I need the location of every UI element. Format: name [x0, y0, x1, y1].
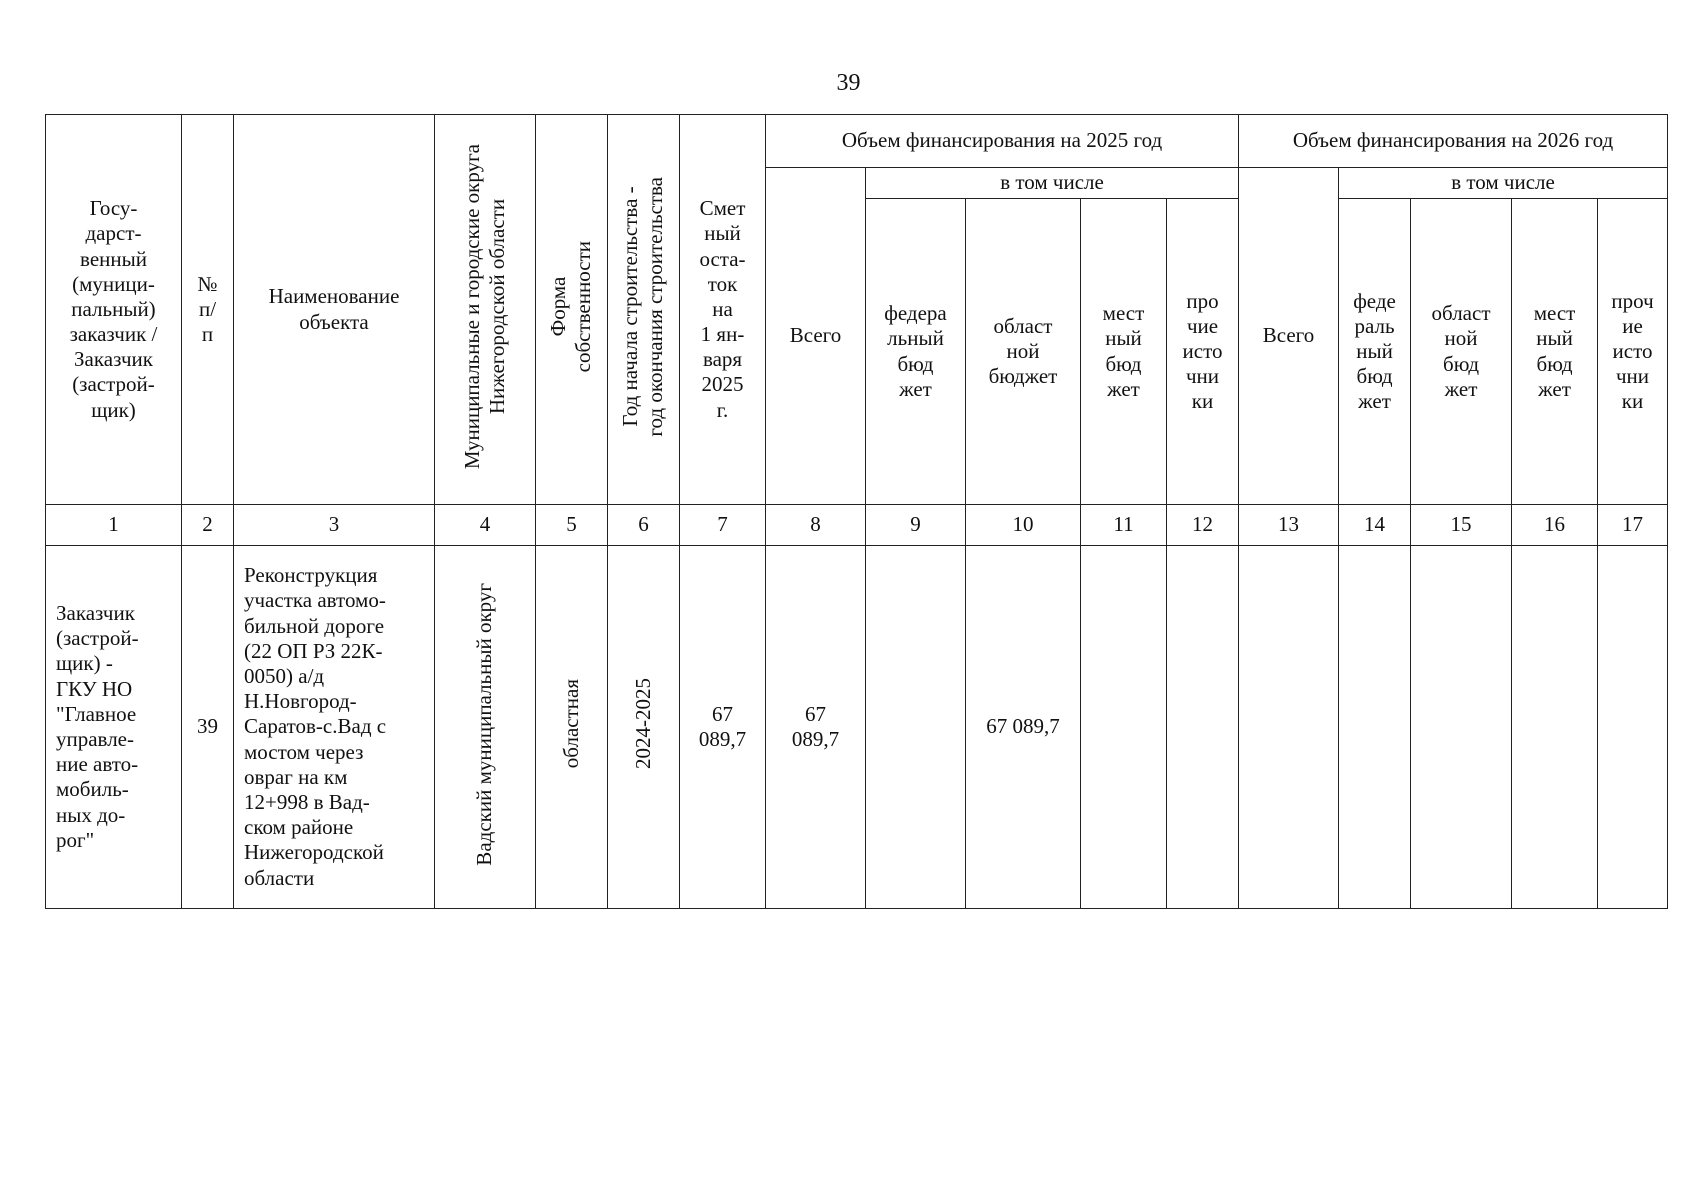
- cell-oth-2026: [1598, 546, 1668, 909]
- cell-fed-2025: [866, 546, 966, 909]
- column-number: 12: [1167, 505, 1239, 546]
- header-reg-2025: област ной бюджет: [966, 199, 1081, 505]
- cell-loc-2026: [1512, 546, 1598, 909]
- cell-reg-2025: 67 089,7: [966, 546, 1081, 909]
- column-number: 6: [608, 505, 680, 546]
- column-number: 5: [536, 505, 608, 546]
- header-customer: Госу- дарст- венный (муници- пальный) заказчик / Заказчик (застрой- щик): [46, 115, 182, 505]
- cell-estimate: 67 089,7: [680, 546, 766, 909]
- column-number: 11: [1081, 505, 1167, 546]
- column-number: 16: [1512, 505, 1598, 546]
- header-fed-2026: феде раль ный бюд жет: [1339, 199, 1411, 505]
- header-num: № п/ п: [182, 115, 234, 505]
- header-ownership: Форма собственности: [536, 115, 608, 505]
- column-number: 2: [182, 505, 234, 546]
- page-number: 39: [836, 70, 861, 96]
- column-number: 15: [1411, 505, 1512, 546]
- header-row-1: [46, 115, 1668, 168]
- header-reg-2026: област ной бюд жет: [1411, 199, 1512, 505]
- cell-object-name: Реконструкция участка автомо- бильной дороге (22 ОП РЗ 22К- 0050) а/д Н.Новгород- Саратов-с.Вад с мостом через овраг на км 12+998 в Вад- ском районе Нижегородской области: [234, 546, 435, 909]
- column-number-row: [46, 505, 1668, 546]
- cell-total-2026: [1239, 546, 1339, 909]
- cell-municipality: Вадский муниципальный округ: [435, 546, 536, 909]
- column-number: 1: [46, 505, 182, 546]
- header-incl-2025: в том числе: [866, 168, 1239, 199]
- cell-num: 39: [182, 546, 234, 909]
- header-total-2026: Всего: [1239, 168, 1339, 505]
- header-group-2026: Объем финансирования на 2026 год: [1239, 115, 1668, 168]
- column-number: 13: [1239, 505, 1339, 546]
- header-oth-2026: проч ие исто чни ки: [1598, 199, 1668, 505]
- financing-table: [45, 114, 1668, 909]
- column-number: 3: [234, 505, 435, 546]
- header-total-2025: Всего: [766, 168, 866, 505]
- cell-reg-2026: [1411, 546, 1512, 909]
- column-number: 8: [766, 505, 866, 546]
- cell-total-2025: 67 089,7: [766, 546, 866, 909]
- header-loc-2025: мест ный бюд жет: [1081, 199, 1167, 505]
- header-fed-2025: федера льный бюд жет: [866, 199, 966, 505]
- table-row: [46, 546, 1668, 909]
- column-number: 7: [680, 505, 766, 546]
- cell-customer: Заказчик (застрой- щик) - ГКУ НО "Главное управле- ние авто- мобиль- ных до- рог": [46, 546, 182, 909]
- cell-years: 2024-2025: [608, 546, 680, 909]
- header-incl-2026: в том числе: [1339, 168, 1668, 199]
- column-number: 4: [435, 505, 536, 546]
- cell-ownership: областная: [536, 546, 608, 909]
- header-group-2025: Объем финансирования на 2025 год: [766, 115, 1239, 168]
- cell-fed-2026: [1339, 546, 1411, 909]
- cell-loc-2025: [1081, 546, 1167, 909]
- header-object-name: Наименование объекта: [234, 115, 435, 505]
- header-municipality: Муниципальные и городские округа Нижегородской области: [435, 115, 536, 505]
- column-number: 9: [866, 505, 966, 546]
- column-number: 14: [1339, 505, 1411, 546]
- cell-oth-2025: [1167, 546, 1239, 909]
- column-number: 17: [1598, 505, 1668, 546]
- column-number: 10: [966, 505, 1081, 546]
- header-oth-2025: про чие исто чни ки: [1167, 199, 1239, 505]
- header-years: Год начала строительства - год окончания строительства: [608, 115, 680, 505]
- header-estimate: Смет ный оста- ток на 1 ян- варя 2025 г.: [680, 115, 766, 505]
- header-loc-2026: мест ный бюд жет: [1512, 199, 1598, 505]
